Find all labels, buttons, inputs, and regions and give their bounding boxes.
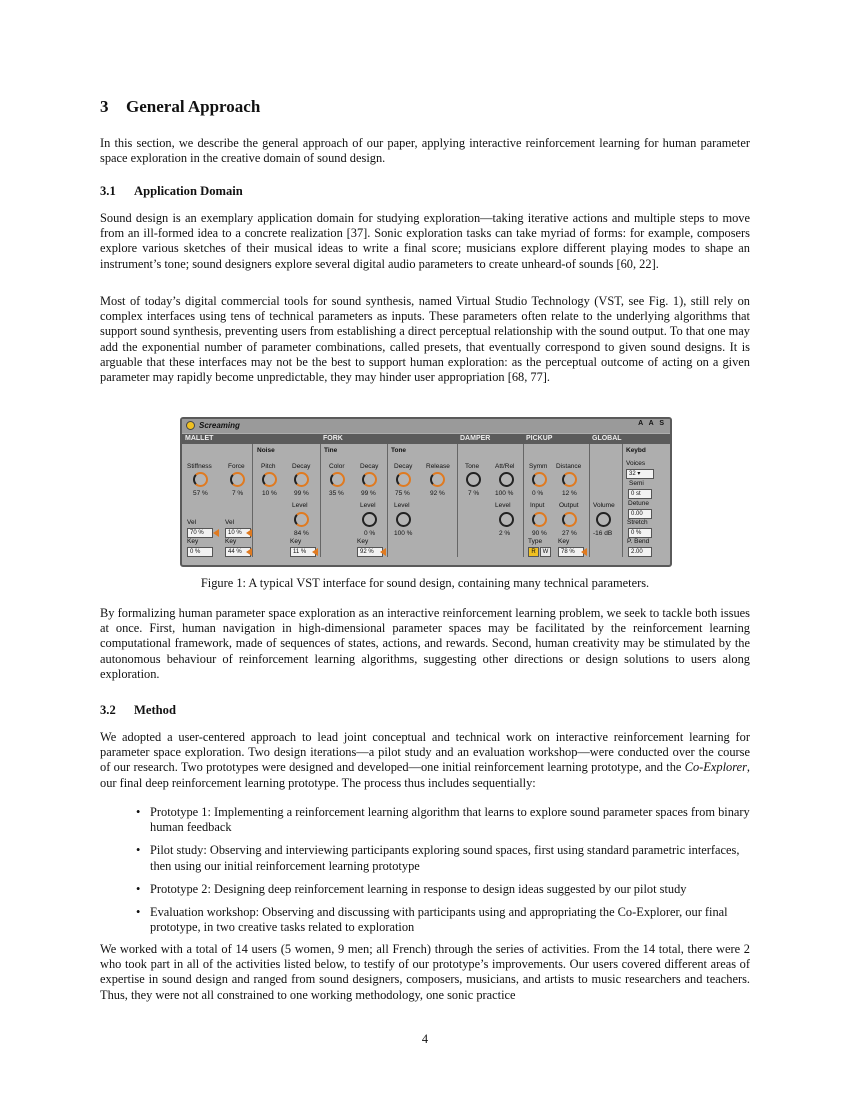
stiffness-label: Stiffness bbox=[187, 463, 212, 470]
page-number: 4 bbox=[421, 1032, 429, 1046]
release-knob[interactable] bbox=[430, 472, 445, 487]
pbend-label: P. Bend bbox=[627, 538, 650, 545]
volume-value: -16 dB bbox=[593, 530, 613, 537]
stretch-label: Stretch bbox=[627, 519, 648, 526]
distance-value: 12 % bbox=[562, 490, 577, 497]
tone-level-label: Level bbox=[394, 502, 410, 509]
paragraph-users: We worked with a total of 14 users (5 women, 9 men; all French) through the series of activities. From the 14 total, there were 2 who took part in all of the activities listed below, to testify of our prototype’s improvements. Our users covered different areas of expertise in sound design and ranged from sound designers, composers, musicians, and artists to music researchers and teachers. Thus, they were not all constrained to one working methodology, one sonic practice bbox=[100, 942, 750, 1002]
force-vel-field[interactable]: 10 % bbox=[225, 528, 251, 538]
section-fork: FORK bbox=[323, 435, 343, 442]
noise-level-value: 84 % bbox=[294, 530, 309, 537]
mallet-key-field[interactable]: 0 % bbox=[187, 547, 213, 557]
color-knob[interactable] bbox=[330, 472, 345, 487]
release-label: Release bbox=[426, 463, 450, 470]
detune-label: Detune bbox=[628, 500, 649, 507]
tine-decay-knob[interactable] bbox=[362, 472, 377, 487]
pickup-key-label: Key bbox=[558, 538, 570, 545]
list-item: • Pilot study: Observing and interviewing participants exploring sound spaces, first using standard parametric interfaces, then using our initial reinforcement learning prototype bbox=[136, 843, 750, 873]
input-value: 90 % bbox=[532, 530, 547, 537]
attrel-knob[interactable] bbox=[499, 472, 514, 487]
damper-tone-knob[interactable] bbox=[466, 472, 481, 487]
section-pickup: PICKUP bbox=[523, 434, 589, 444]
tone-level-value: 100 % bbox=[394, 530, 413, 537]
section-global: GLOBAL bbox=[589, 434, 670, 444]
tone-level-knob[interactable] bbox=[396, 512, 411, 527]
volume-knob[interactable] bbox=[596, 512, 611, 527]
pitch-value: 10 % bbox=[262, 490, 277, 497]
list-item: • Evaluation workshop: Observing and discussing with participants using and appropriating the Co-Explorer, our final prototype, in two creative tasks related to exploration bbox=[136, 905, 750, 935]
voices-label: Voices bbox=[626, 460, 646, 467]
tine-label: Tine bbox=[324, 447, 338, 454]
attrel-label: Att/Rel bbox=[495, 463, 515, 470]
force-label: Force bbox=[228, 463, 245, 470]
tine-level-value: 0 % bbox=[364, 530, 376, 537]
tone-label: Tone bbox=[391, 447, 407, 454]
color-label: Color bbox=[329, 463, 345, 470]
tine-key-label: Key bbox=[357, 538, 369, 545]
pitch-label: Pitch bbox=[261, 463, 276, 470]
noise-key-field[interactable]: 11 % bbox=[290, 547, 316, 557]
section-damper: DAMPER bbox=[457, 434, 523, 444]
tone-decay-label: Decay bbox=[394, 463, 413, 470]
output-knob[interactable] bbox=[562, 512, 577, 527]
damper-tone-label: Tone bbox=[465, 463, 480, 470]
force-knob[interactable] bbox=[230, 472, 245, 487]
force-value: 7 % bbox=[232, 490, 244, 497]
list-item: • Prototype 1: Implementing a reinforcement learning algorithm that learns to explore sound parameter spaces from binary human feedback bbox=[136, 805, 750, 835]
symm-label: Symm bbox=[529, 463, 548, 470]
list-item: • Prototype 2: Designing deep reinforcement learning in response to design ideas suggested by our pilot study bbox=[136, 882, 750, 897]
type-r-button[interactable]: R bbox=[528, 547, 539, 557]
decay-value: 99 % bbox=[294, 490, 309, 497]
paragraph-method: We adopted a user-centered approach to lead joint conceptual and technical work on interactive reinforcement learning for parameter space exploration. Two design iterations—a pilot study and an evaluation workshop—were conducted over the course of our research. Two prototypes were designed and developed—one initial reinforcement learning prototype, and the Co-Explorer, our final deep reinforcement learning prototype. The process thus includes sequentially: bbox=[100, 730, 750, 790]
figure-caption: Figure 1: A typical VST interface for sound design, containing many technical parameters. bbox=[200, 576, 650, 590]
semi-field[interactable]: 0 st bbox=[628, 489, 652, 499]
distance-label: Distance bbox=[556, 463, 582, 470]
release-value: 92 % bbox=[430, 490, 445, 497]
damper-level-value: 2 % bbox=[499, 530, 511, 537]
vst-interface-figure bbox=[180, 417, 672, 567]
volume-label: Volume bbox=[593, 502, 615, 509]
tone-decay-value: 75 % bbox=[395, 490, 410, 497]
noise-level-knob[interactable] bbox=[294, 512, 309, 527]
mallet-vel-field[interactable]: 70 % bbox=[187, 528, 213, 538]
paragraph-formalization: By formalizing human parameter space exploration as an interactive reinforcement learning problem, we seek to tackle both issues at once. First, human navigation in high-dimensional parameter spaces may be facilitated by the reinforcement learning computational framework, made of sequences of states, actions, and rewards. Second, human creativity may be stimulated by the autonomous behaviour of reinforcement learning algorithms, suggesting other directions or design solutions to users along exploration. bbox=[100, 606, 750, 681]
stiffness-value: 57 % bbox=[193, 490, 208, 497]
subsection-heading-method: 3.2 Method bbox=[100, 703, 176, 717]
stretch-field[interactable]: 0 % bbox=[628, 528, 652, 538]
tine-level-knob[interactable] bbox=[362, 512, 377, 527]
process-list bbox=[136, 805, 750, 943]
noise-label: Noise bbox=[257, 447, 275, 454]
pbend-field[interactable]: 2.00 bbox=[628, 547, 652, 557]
mallet-vel-label: Vel bbox=[187, 519, 197, 526]
input-label: Input bbox=[530, 502, 545, 509]
damper-tone-value: 7 % bbox=[468, 490, 480, 497]
section-mallet: MALLET bbox=[182, 434, 457, 444]
noise-key-label: Key bbox=[290, 538, 302, 545]
keybd-label: Keybd bbox=[626, 447, 646, 454]
stiffness-knob[interactable] bbox=[193, 472, 208, 487]
tine-level-label: Level bbox=[360, 502, 376, 509]
symm-knob[interactable] bbox=[532, 472, 547, 487]
voices-select[interactable]: 32 ▾ bbox=[626, 469, 654, 479]
tine-key-field[interactable]: 92 % bbox=[357, 547, 383, 557]
pickup-key-field[interactable]: 78 % bbox=[558, 547, 584, 557]
pitch-knob[interactable] bbox=[262, 472, 277, 487]
color-value: 35 % bbox=[329, 490, 344, 497]
tine-decay-value: 99 % bbox=[361, 490, 376, 497]
force-key-field[interactable]: 44 % bbox=[225, 547, 251, 557]
section-heading: 3 General Approach bbox=[100, 97, 261, 116]
semi-label: Semi bbox=[629, 480, 644, 487]
preset-name: Screaming bbox=[199, 421, 240, 430]
input-knob[interactable] bbox=[532, 512, 547, 527]
force-key-label: Key bbox=[225, 538, 237, 545]
damper-level-knob[interactable] bbox=[499, 512, 514, 527]
paragraph-sound-design: Sound design is an exemplary application domain for studying exploration—taking iterative actions and multiple steps to move from an ill-formed idea to a concrete realization [37]. Sonic exploration tasks can take myriad of forms: for example, composers explore various sketches of their musical ideas to write a final score; musicians explore different playing modes to shape an instrument’s tone; sound designers explore several digital audio parameters to create unheard-of sounds [60, 22]. bbox=[100, 211, 750, 271]
paragraph-vst-tools: Most of today’s digital commercial tools for sound synthesis, named Virtual Studio Technology (VST, see Fig. 1), still rely on complex interfaces using tens of technical parameters as inputs. These parameters often relate to the underlying algorithms that support sound synthesis, preventing users from establishing a direct perceptual relationship with the sound output. To that one may add the exponential number of parameter combinations, called presets, that eventually correspond to given sound designs. It is arguable that these interfaces may not be the best to support human exploration: as the perceptual outcome of acting on a given parameter may rapidly become unpredictable, they may hinder user appropriation [68, 77]. bbox=[100, 294, 750, 385]
power-icon bbox=[186, 421, 195, 430]
subsection-heading-application-domain: 3.1 Application Domain bbox=[100, 184, 243, 198]
damper-level-label: Level bbox=[495, 502, 511, 509]
decay-knob[interactable] bbox=[294, 472, 309, 487]
intro-paragraph: In this section, we describe the general approach of our paper, applying interactive reinforcement learning for human parameter space exploration in the creative domain of sound design. bbox=[100, 136, 750, 166]
output-label: Output bbox=[559, 502, 579, 509]
distance-knob[interactable] bbox=[562, 472, 577, 487]
title-buttons: A A S bbox=[638, 420, 666, 427]
force-vel-label: Vel bbox=[225, 519, 235, 526]
mallet-key-label: Key bbox=[187, 538, 199, 545]
attrel-value: 100 % bbox=[495, 490, 514, 497]
decay-label: Decay bbox=[292, 463, 311, 470]
tine-decay-label: Decay bbox=[360, 463, 379, 470]
symm-value: 0 % bbox=[532, 490, 544, 497]
detune-field[interactable]: 0.00 bbox=[628, 509, 652, 519]
vst-title-bar bbox=[182, 419, 670, 433]
noise-level-label: Level bbox=[292, 502, 308, 509]
type-w-button[interactable]: W bbox=[540, 547, 551, 557]
tone-decay-knob[interactable] bbox=[396, 472, 411, 487]
output-value: 27 % bbox=[562, 530, 577, 537]
type-label: Type bbox=[528, 538, 543, 545]
